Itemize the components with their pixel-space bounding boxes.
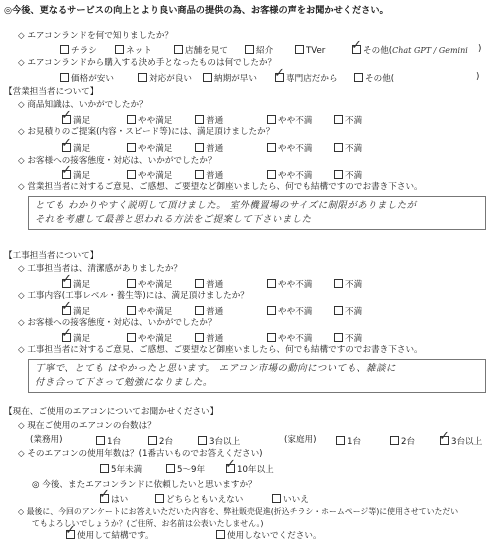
rating-somewhat-dissatisfied[interactable]: やや不満 <box>267 279 312 290</box>
option-flyer[interactable]: チラシ <box>60 45 97 56</box>
rating-somewhat-dissatisfied[interactable]: やや不満 <box>267 143 312 154</box>
page-title: ◎今後、更なるサービスの向上とより良い商品の提供の為、お客様の声をお聞かせください。 <box>4 5 389 16</box>
rating-neutral[interactable]: 普通 <box>195 115 223 126</box>
checkbox[interactable] <box>148 436 157 445</box>
checkbox[interactable] <box>60 73 69 82</box>
checkbox[interactable] <box>272 494 281 503</box>
checkbox[interactable] <box>138 73 147 82</box>
business-label: (業務用) <box>30 435 63 445</box>
home-2[interactable]: 2台 <box>390 436 415 447</box>
question-decision: ◇ エアコンランドから購入する決め手となったものは何でしたか？ <box>18 58 277 68</box>
checkbox[interactable] <box>174 45 183 54</box>
rating-neutral[interactable]: 普通 <box>195 306 223 317</box>
sales-question-2: ◇ お見積りのご提案(内容・スピード等)には、満足頂けましたか？ <box>18 127 275 137</box>
home-1[interactable]: 1台 <box>336 436 361 447</box>
current-question-1: ◇ 現在ご使用のエアコンの台数は？ <box>18 421 156 431</box>
work-question-3: ◇ お客様への接客態度・対応は、いかがでしたか？ <box>18 318 217 328</box>
checkbox[interactable] <box>127 333 136 342</box>
option-specialist[interactable]: ✓ 専門店だから <box>275 73 338 84</box>
sales-question-1: ◇ 商品知識は、いかがでしたか？ <box>18 100 148 110</box>
checkbox[interactable] <box>267 170 276 179</box>
work-question-4: ◇ 工事担当者に対するご意見、ご感想、ご要望など御座いましたら、何でも結構ですのでお書き下さい。 <box>18 345 423 355</box>
checkbox[interactable] <box>195 170 204 179</box>
checkbox-checked[interactable] <box>62 306 71 315</box>
years-under-5[interactable]: 5年未満 <box>100 464 142 475</box>
question-again: ◎ 今後、またエアコンランドに依頼したいと思いますか？ <box>32 480 257 490</box>
checkbox[interactable] <box>100 464 109 473</box>
rating-somewhat-satisfied[interactable]: やや満足 <box>127 143 172 154</box>
checkbox[interactable] <box>166 464 175 473</box>
option-delivery[interactable]: 納期が早い <box>203 73 257 84</box>
section-current: 【現在、ご使用のエアコンについてお聞かせください】 <box>4 407 219 417</box>
rating-neutral[interactable]: 普通 <box>195 279 223 290</box>
checkbox-checked[interactable] <box>62 333 71 342</box>
option-store[interactable]: 店舗を見て <box>174 45 228 56</box>
rating-dissatisfied[interactable]: 不満 <box>334 279 362 290</box>
rating-satisfied[interactable]: ✓満足 <box>62 306 90 317</box>
rating-somewhat-satisfied[interactable]: やや満足 <box>127 170 172 181</box>
checkbox[interactable] <box>115 45 124 54</box>
work-comment-box[interactable] <box>28 359 486 393</box>
checkbox[interactable] <box>203 73 212 82</box>
rating-dissatisfied[interactable]: 不満 <box>334 115 362 126</box>
checkbox[interactable] <box>155 494 164 503</box>
again-no[interactable]: いいえ <box>272 494 309 505</box>
option-price[interactable]: 価格が安い <box>60 73 114 84</box>
business-3plus[interactable]: 3台以上 <box>198 436 240 447</box>
option-net[interactable]: ネット <box>115 45 152 56</box>
checkbox[interactable] <box>334 333 343 342</box>
checkbox[interactable] <box>334 306 343 315</box>
rating-neutral[interactable]: 普通 <box>195 333 223 344</box>
business-1[interactable]: 1台 <box>96 436 121 447</box>
rating-somewhat-satisfied[interactable]: やや満足 <box>127 306 172 317</box>
checkbox[interactable] <box>267 333 276 342</box>
checkbox-checked[interactable] <box>440 436 449 445</box>
option-other[interactable]: ✓ その他(Chat GPT / Gemini <box>352 45 468 56</box>
work-comment-line-2: 付き合って下さって勉強になりました。 <box>35 377 213 388</box>
checkbox-checked[interactable] <box>275 73 284 82</box>
sales-comment-line-1: とても わかりやすく説明して頂けました。 室外機置場のサイズに制限がありましたが <box>35 200 417 211</box>
checkbox-checked[interactable] <box>352 45 361 54</box>
checkbox[interactable] <box>267 115 276 124</box>
rating-somewhat-dissatisfied[interactable]: やや不満 <box>267 115 312 126</box>
work-comment-line-1: 丁寧で、とても はやかったと思います。 エアコン市場の動向についても、雑談に <box>35 363 396 374</box>
checkbox-checked[interactable] <box>62 170 71 179</box>
sales-comment-box[interactable] <box>28 196 486 230</box>
checkbox-checked[interactable] <box>226 464 235 473</box>
years-5-9[interactable]: 5～9年 <box>166 464 205 475</box>
option-tver[interactable]: TVer <box>295 45 325 56</box>
option-service[interactable]: 対応が良い <box>138 73 192 84</box>
again-neutral[interactable]: どちらともいえない <box>155 494 243 505</box>
checkbox[interactable] <box>127 115 136 124</box>
section-sales: 【営業担当者について】 <box>4 87 99 97</box>
rating-somewhat-satisfied[interactable]: やや満足 <box>127 115 172 126</box>
other-handwritten: Chat GPT / Gemini <box>392 46 468 55</box>
rating-satisfied[interactable]: ✓満足 <box>62 170 90 181</box>
rating-neutral[interactable]: 普通 <box>195 170 223 181</box>
checkbox[interactable] <box>295 45 304 54</box>
last-question-line-1: ◇ 最後に、今回のアンケートにお答えいただいた内容を、弊社販売促進(折込チラシ・ホームページ等)に使用させていただい <box>18 507 459 516</box>
rating-somewhat-dissatisfied[interactable]: やや不満 <box>267 333 312 344</box>
rating-satisfied[interactable]: ✓満足 <box>62 279 90 290</box>
checkbox[interactable] <box>60 45 69 54</box>
question-how-found: ◇ エアコンランドを何で知りましたか？ <box>18 31 174 41</box>
checkbox[interactable] <box>195 333 204 342</box>
checkbox[interactable] <box>195 143 204 152</box>
checkbox[interactable] <box>127 143 136 152</box>
rating-satisfied[interactable]: ✓満足 <box>62 333 90 344</box>
rating-somewhat-dissatisfied[interactable]: やや不満 <box>267 170 312 181</box>
checkbox[interactable] <box>96 436 105 445</box>
rating-dissatisfied[interactable]: 不満 <box>334 306 362 317</box>
checkbox[interactable] <box>354 73 363 82</box>
option-other-close: ) <box>476 72 480 82</box>
checkbox[interactable] <box>334 115 343 124</box>
checkbox[interactable] <box>127 306 136 315</box>
rating-neutral[interactable]: 普通 <box>195 143 223 154</box>
current-question-2: ◇ そのエアコンの使用年数は？(1番古いものでお答えください) <box>18 449 263 459</box>
checkbox-checked[interactable] <box>62 279 71 288</box>
sales-question-4: ◇ 営業担当者に対するご意見、ご感想、ご要望など御座いましたら、何でも結構ですのでお書き下さい。 <box>18 182 423 192</box>
checkbox[interactable] <box>336 436 345 445</box>
rating-dissatisfied[interactable]: 不満 <box>334 143 362 154</box>
section-work: 【工事担当者について】 <box>4 251 99 261</box>
years-10plus[interactable]: ✓ 10年以上 <box>226 464 274 475</box>
home-3plus[interactable]: ✓ 3台以上 <box>440 436 482 447</box>
rating-dissatisfied[interactable]: 不満 <box>334 333 362 344</box>
business-2[interactable]: 2台 <box>148 436 173 447</box>
option-other[interactable]: その他( <box>354 73 394 84</box>
work-question-2: ◇ 工事内容(工事レベル・養生等)には、満足頂けましたか？ <box>18 291 249 301</box>
permit-no[interactable]: 使用しないでください。 <box>216 530 322 541</box>
option-referral[interactable]: 紹介 <box>245 45 273 56</box>
rating-dissatisfied[interactable]: 不満 <box>334 170 362 181</box>
checkbox-checked[interactable] <box>100 494 109 503</box>
rating-somewhat-dissatisfied[interactable]: やや不満 <box>267 306 312 317</box>
rating-satisfied[interactable]: ✓満足 <box>62 143 90 154</box>
rating-satisfied[interactable]: ✓満足 <box>62 115 90 126</box>
checkbox[interactable] <box>195 279 204 288</box>
permit-yes[interactable]: ✓使用して結構です。 <box>66 530 154 541</box>
checkbox[interactable] <box>267 279 276 288</box>
checkbox[interactable] <box>334 170 343 179</box>
rating-somewhat-satisfied[interactable]: やや満足 <box>127 279 172 290</box>
again-yes[interactable]: ✓はい <box>100 494 128 505</box>
checkbox[interactable] <box>198 436 207 445</box>
sales-question-3: ◇ お客様への接客態度・対応は、いかがでしたか？ <box>18 156 217 166</box>
checkbox[interactable] <box>127 170 136 179</box>
checkbox[interactable] <box>267 143 276 152</box>
checkbox[interactable] <box>195 115 204 124</box>
rating-somewhat-satisfied[interactable]: やや満足 <box>127 333 172 344</box>
checkbox-checked[interactable] <box>62 115 71 124</box>
sales-comment-line-2: それを考慮して最善と思われる方法をご提案して下さいました <box>35 214 312 225</box>
checkbox[interactable] <box>390 436 399 445</box>
checkbox[interactable] <box>334 279 343 288</box>
checkbox[interactable] <box>195 306 204 315</box>
home-label: (家庭用) <box>284 435 317 445</box>
checkbox[interactable] <box>245 45 254 54</box>
checkbox[interactable] <box>127 279 136 288</box>
work-question-1: ◇ 工事担当者は、清潔感がありましたか？ <box>18 264 183 274</box>
checkbox[interactable] <box>334 143 343 152</box>
option-other-close: ) <box>478 44 482 54</box>
checkbox[interactable] <box>267 306 276 315</box>
last-question-line-2: てもよろしいでしょうか？(ご住所、お名前は公表いたしません。) <box>32 519 264 528</box>
checkbox-checked[interactable] <box>62 143 71 152</box>
